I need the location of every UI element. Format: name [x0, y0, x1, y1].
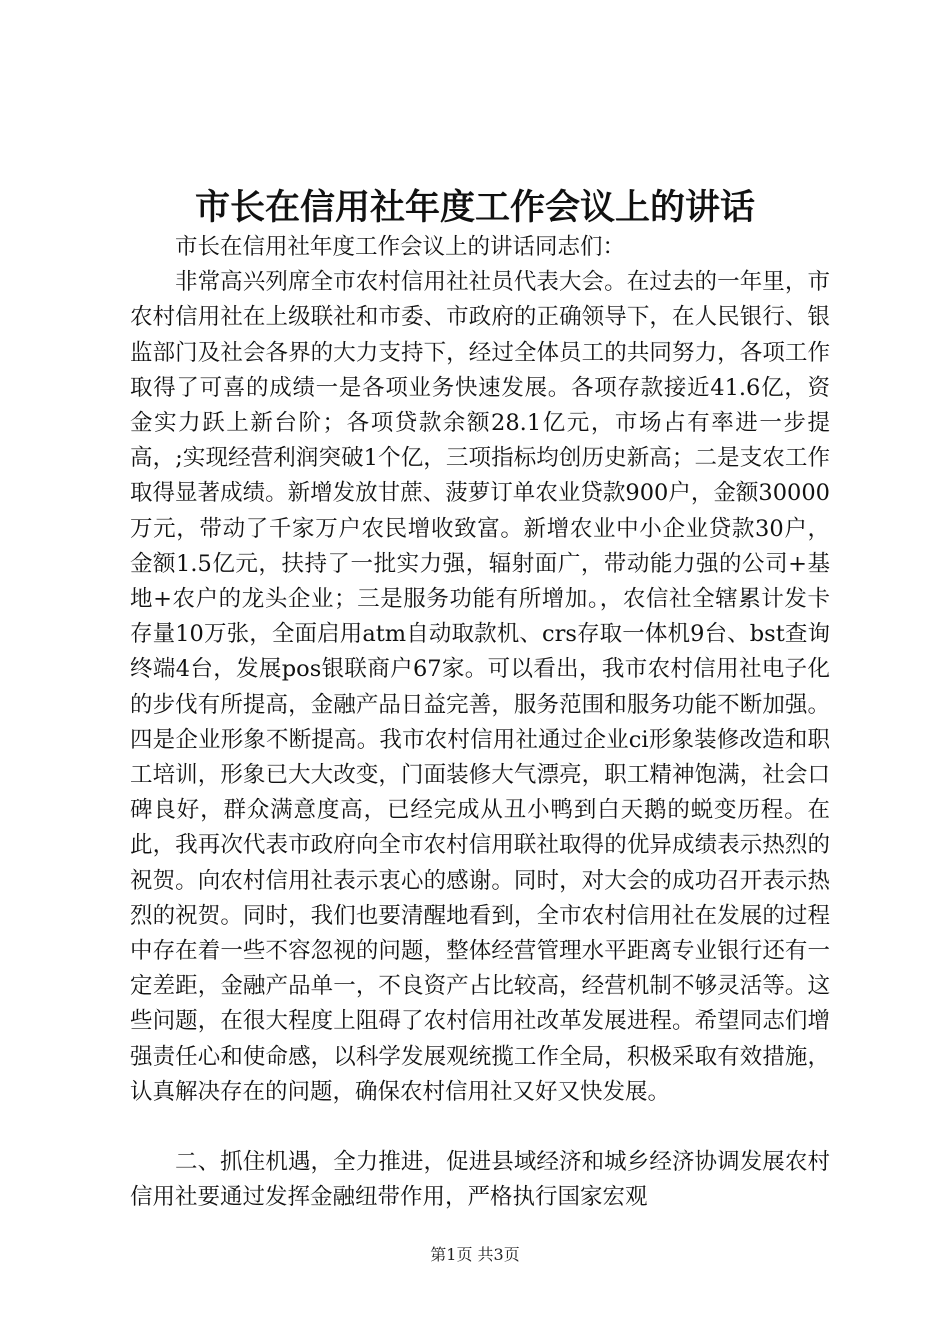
page-footer: 第1页 共3页 [430, 1245, 520, 1264]
document-body [130, 230, 830, 1215]
paragraph-section-two: 二、抓住机遇，全力推进，促进县域经济和城乡经济协调发展农村信用社要通过发挥金融纽带作用，严格执行国家宏观 [130, 1149, 830, 1211]
paragraph-main: 非常高兴列席全市农村信用社社员代表大会。在过去的一年里，市农村信用社在上级联社和市委、市政府的正确领导下，在人民银行、银监部门及社会各界的大力支持下，经过全体员工的共同努力，各项工作取得了可喜的成绩一是各项业务快速发展。各项存款接近41.6亿，资金实力跃上新台阶；各项贷款余额28.1亿元，市场占有率进一步提高，;实现经营利润突破1个亿，三项指标均创历史新高；二是支农工作取得显著成绩。新增发放甘蔗、菠萝订单农业贷款900户，金额30000万元，带动了千家万户农民增收致富。新增农业中小企业贷款30户，金额1.5亿元，扶持了一批实力强，辐射面广，带动能力强的公司+基地+农户的龙头企业；三是服务功能有所增加。，农信社全辖累计发卡存量10万张，全面启用atm自动取款机、crs存取一体机9台、bst查询终端4台，发展pos银联商户67家。可以看出，我市农村信用社电子化的步伐有所提高，金融产品日益完善，服务范围和服务功能不断加强。四是企业形象不断提高。我市农村信用社通过企业ci形象装修改造和职工培训，形象已大大改变，门面装修大气漂亮，职工精神饱满，社会口碑良好，群众满意度高，已经完成从丑小鸭到白天鹅的蜕变历程。在此，我再次代表市政府向全市农村信用联社取得的优异成绩表示热烈的祝贺。向农村信用社表示衷心的感谢。同时，对大会的成功召开表示热烈的祝贺。同时，我们也要清醒地看到，全市农村信用社在发展的过程中存在着一些不容忽视的问题，整体经营管理水平距离专业银行还有一定差距，金融产品单一，不良资产占比较高，经营机制不够灵活等。这些问题，在很大程度上阻碍了农村信用社改革发展进程。希望同志们增强责任心和使命感，以科学发展观统揽工作全局，积极采取有效措施，认真解决存在的问题，确保农村信用社又好又快发展。 [130, 269, 830, 1105]
paragraph-salutation: 市长在信用社年度工作会议上的讲话同志们： [175, 234, 626, 260]
document-title: 市长在信用社年度工作会议上的讲话 [194, 187, 755, 228]
